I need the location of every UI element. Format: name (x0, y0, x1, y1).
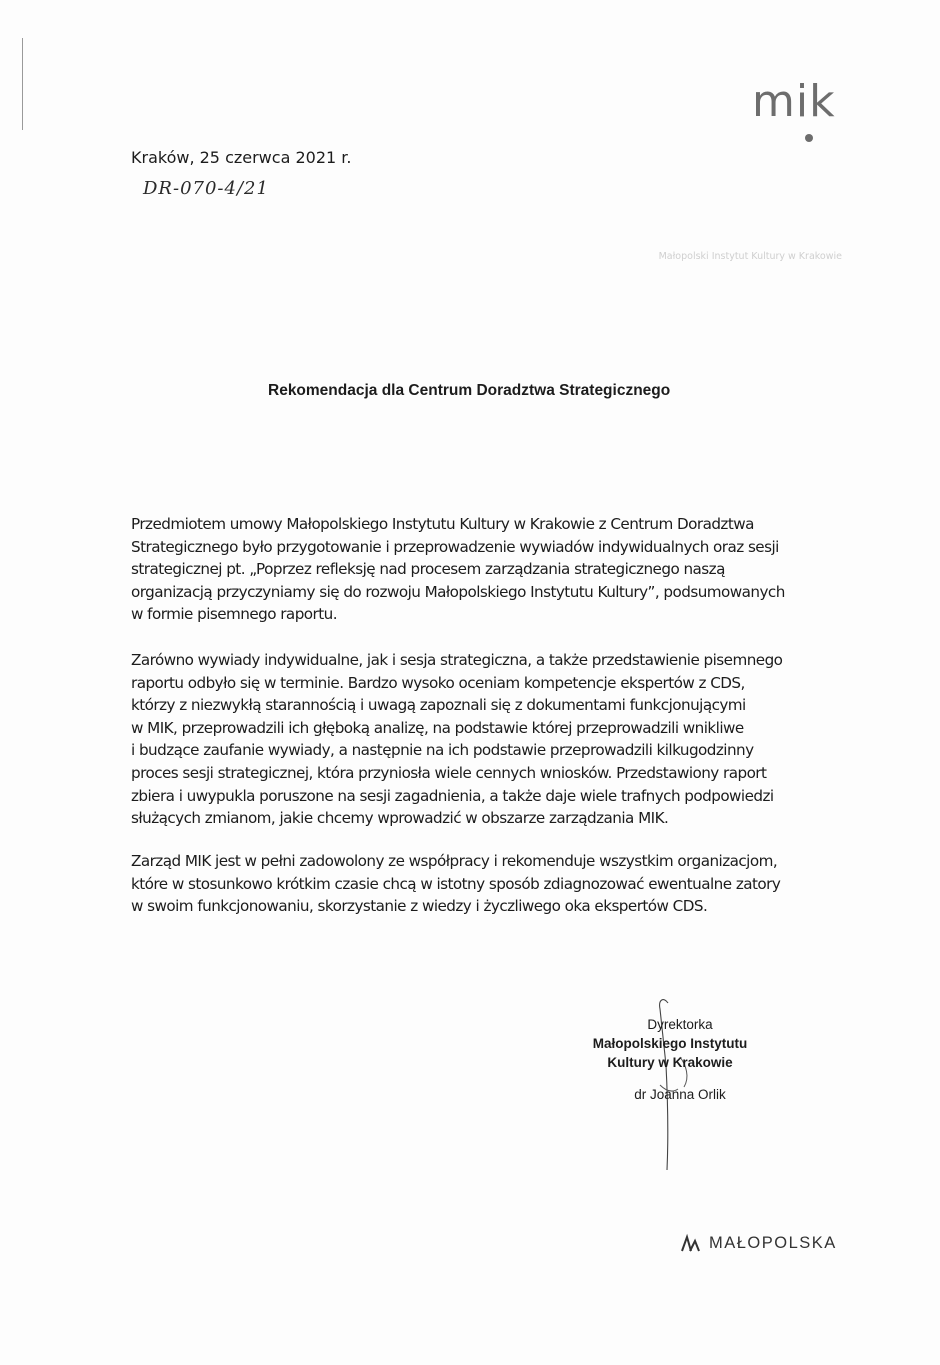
paragraph-line: zbiera i uwypukla poruszone na sesji zagadnienia, a także daje wiele trafnych podpowiedzi (131, 786, 774, 805)
mik-logo-dot (805, 134, 813, 142)
paragraph-line: Przedmiotem umowy Małopolskiego Instytutu Kultury w Krakowie z Centrum Doradztwa (131, 515, 754, 533)
paragraph-line: w MIK, przeprowadzili ich głęboką analizę, na podstawie której przeprowadzili wnikliwe (131, 718, 744, 737)
paragraph-line: organizacją przyczyniamy się do rozwoju Małopolskiego Instytutu Kultury”, podsumowanych (131, 582, 785, 601)
faint-address-block (659, 226, 842, 289)
malopolska-logo (680, 1230, 837, 1256)
paragraph-line: Strategicznego było przygotowanie i przeprowadzenie wywiadów indywidualnych oraz sesji (131, 537, 779, 556)
signature-name: dr Joanna Orlik (634, 1087, 726, 1102)
paragraph-line: Zarówno wywiady indywidualne, jak i sesja strategiczna, a także przedstawienie pisemnego (131, 651, 783, 669)
paragraph-line: którzy z niezwykłą starannością i uwagą zapoznali się z dokumentami funkcjonującymi (131, 696, 746, 715)
letter-title: Rekomendacja dla Centrum Doradztwa Strategicznego (268, 382, 671, 399)
paragraph-3 (131, 850, 831, 918)
paragraph-line: proces sesji strategicznej, która przyniosła wiele cennych wniosków. Przedstawiony raport (131, 763, 767, 782)
paragraph-1 (131, 513, 831, 626)
malopolska-brand-text: MAŁOPOLSKA (709, 1233, 837, 1252)
paragraph-line: strategicznej pt. „Poprzez refleksję nad procesem zarządzania strategicznego naszą (131, 560, 725, 579)
paragraph-line: które w stosunkowo krótkim czasie chcą w istotny sposób zdiagnozować ewentualne zatory (131, 874, 781, 893)
paragraph-line: w formie pisemnego raportu. (131, 605, 337, 624)
paragraph-line: Zarząd MIK jest w pełni zadowolony ze współpracy i rekomenduje wszystkim organizacjom, (131, 852, 778, 870)
paragraph-line: służących zmianom, jakie chcemy wprowadzić w obszarze zarządzania MIK. (131, 809, 669, 828)
paragraph-line: raportu odbyło się w terminie. Bardzo wysoko oceniam kompetencje ekspertów z CDS, (131, 673, 745, 692)
faint-address-line: Małopolski Instytut Kultury w Krakowie (658, 251, 842, 262)
mik-logo (752, 76, 862, 150)
scan-edge-line (22, 38, 23, 130)
signature-org-line-2: Kultury w Krakowie (607, 1055, 733, 1070)
signature-block (560, 1015, 780, 1104)
handwritten-reference-number: DR-070-4/21 (143, 178, 269, 199)
date-line: Kraków, 25 czerwca 2021 r. (131, 148, 352, 167)
paragraph-line: w swoim funkcjonowaniu, skorzystanie z wiedzy i życzliwego oka ekspertów CDS. (131, 897, 708, 916)
signature-org-line-1: Małopolskiego Instytutu (592, 1036, 748, 1051)
paragraph-2 (131, 649, 831, 830)
malopolska-mark-icon (680, 1231, 704, 1255)
signature-role: Dyrektorka (647, 1017, 713, 1032)
mik-logo-text: mik (752, 76, 836, 127)
paragraph-line: i budzące zaufanie wywiady, a następnie na ich podstawie przeprowadzili kilkugodzinny (131, 741, 754, 760)
